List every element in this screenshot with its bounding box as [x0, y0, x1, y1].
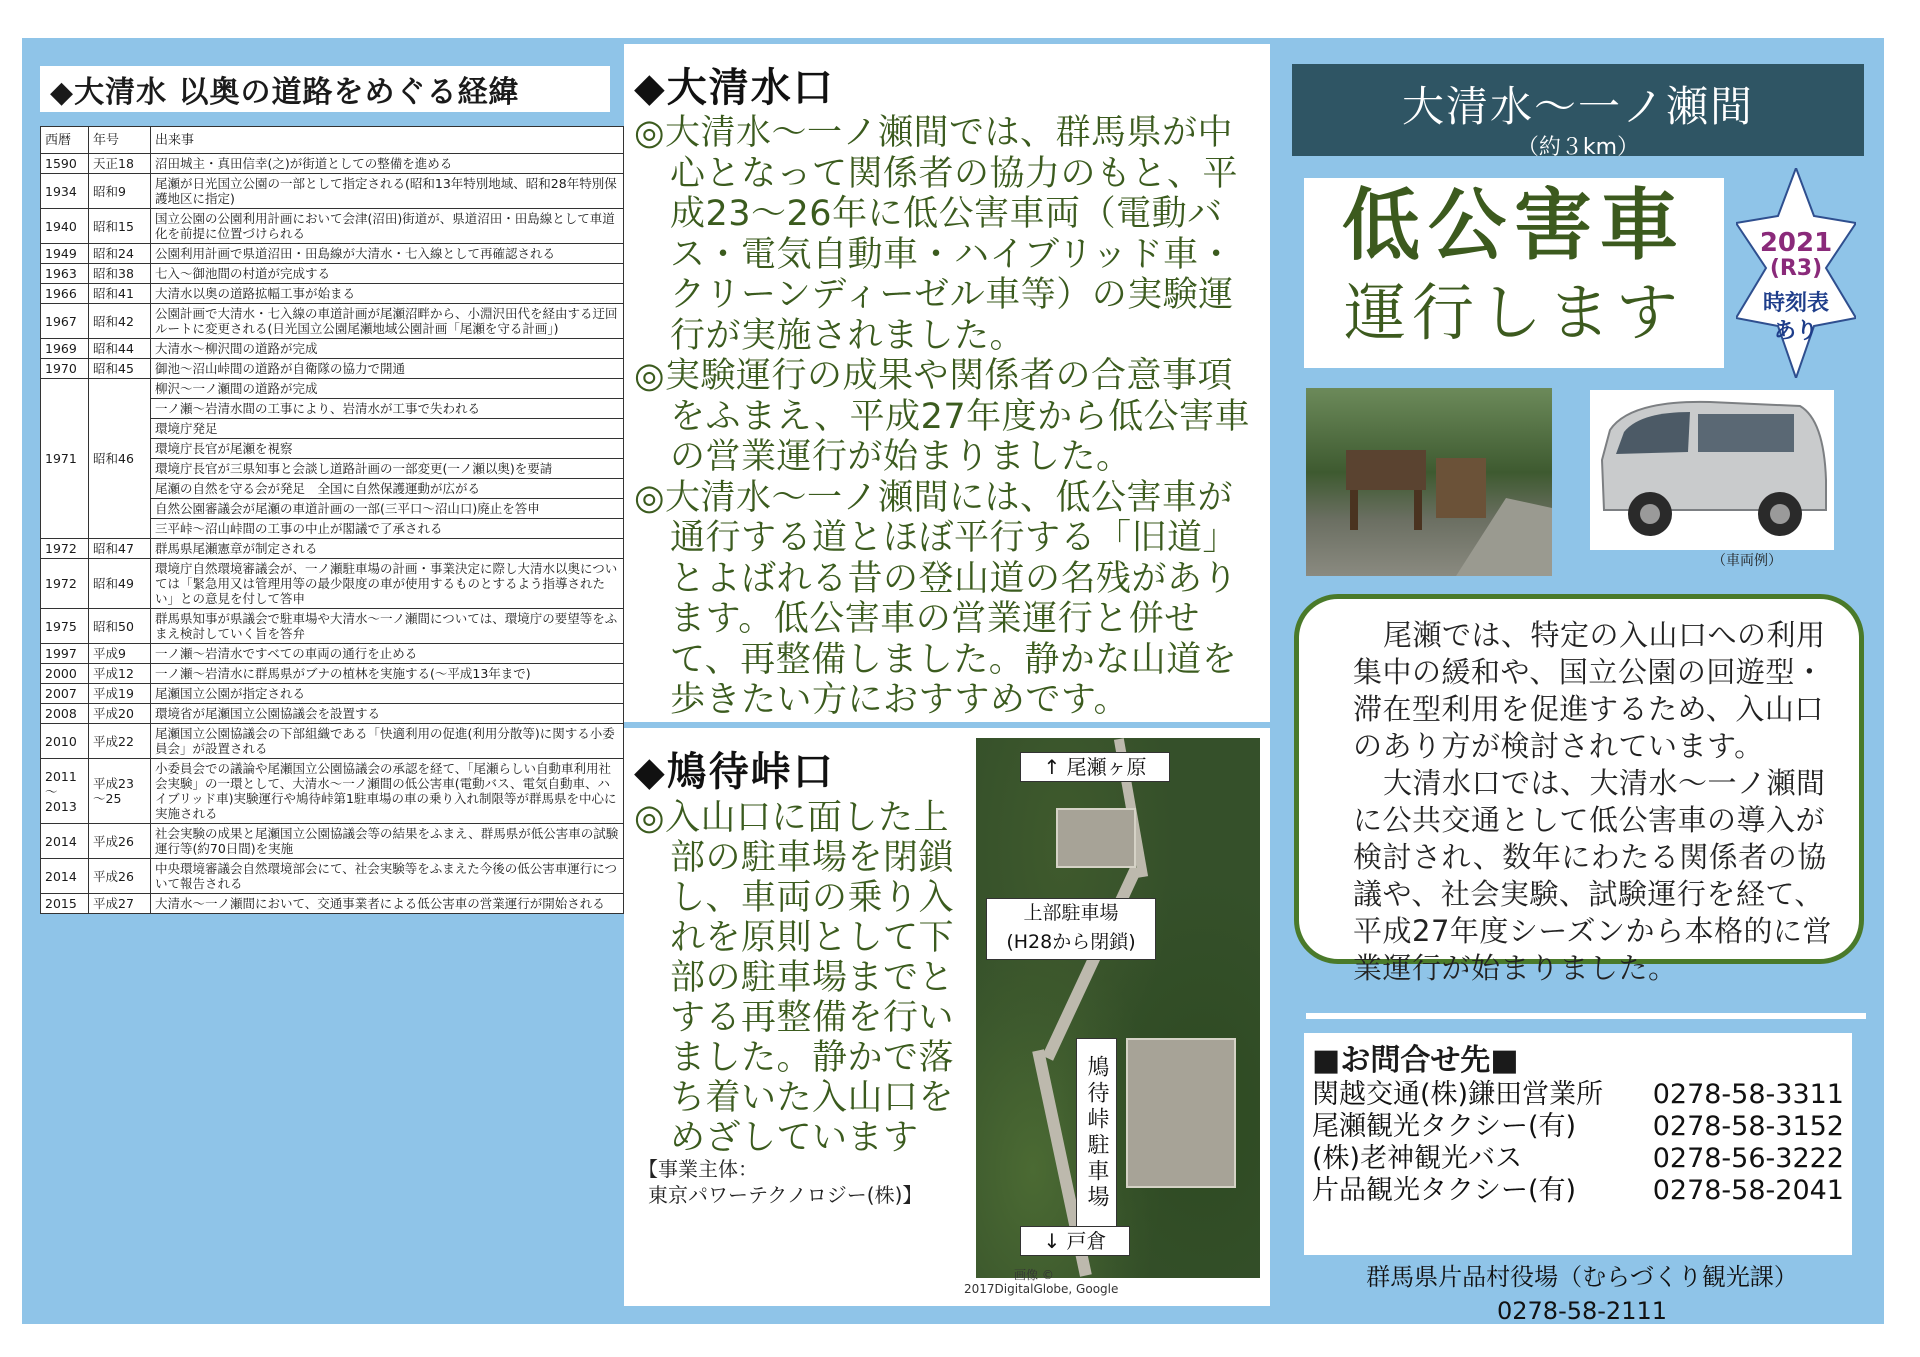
cell-year: 2011～2013: [41, 759, 89, 824]
lowpol-title: 低公害車: [1341, 181, 1686, 271]
contact-row: [1312, 1079, 1844, 1111]
cell-era: 平成19: [89, 684, 151, 704]
cell-year: 1997: [41, 644, 89, 664]
aerial-map: [976, 738, 1260, 1278]
cell-event: 群馬県知事が県議会で駐車場や大清水～一ノ瀬間については、環境庁の要望等をふまえ検討していく旨を答弁: [151, 609, 624, 644]
cell-era: 昭和15: [89, 209, 151, 244]
cell-year: 1970: [41, 359, 89, 379]
contact-phone[interactable]: 0278-58-3152: [1652, 1111, 1844, 1142]
cell-event: 大清水～一ノ瀬間において、交通事業者による低公害車の営業運行が開始される: [151, 894, 624, 914]
cell-year: 2015: [41, 894, 89, 914]
contact-phone[interactable]: 0278-58-3311: [1652, 1079, 1844, 1110]
cell-event: 一ノ瀬～岩清水間の工事により、岩清水が工事で失われる: [151, 399, 624, 419]
cell-era: 昭和24: [89, 244, 151, 264]
cell-year: 1969: [41, 339, 89, 359]
operator-note: [638, 1156, 922, 1208]
history-rows-1971: [41, 379, 624, 539]
table-row: [41, 244, 624, 264]
cell-event: 沼田城主・真田信幸(之)が街道としての整備を進める: [151, 154, 624, 174]
lowpol-banner: [1304, 178, 1724, 368]
cell-event: 環境省が尾瀬国立公園協議会を設置する: [151, 704, 624, 724]
table-row: [41, 644, 624, 664]
map-label-north: ↑ 尾瀬ヶ原: [1020, 752, 1170, 782]
hatomachi-panel: [624, 728, 1270, 1306]
header-event: 出来事: [151, 127, 624, 154]
cell-era: 平成12: [89, 664, 151, 684]
cell-event: 尾瀬国立公園が指定される: [151, 684, 624, 704]
cell-year: 2010: [41, 724, 89, 759]
cell-era: 平成26: [89, 859, 151, 894]
map-label-upper-lot: 上部駐車場 (H28から閉鎖): [986, 898, 1156, 960]
table-row: [41, 684, 624, 704]
table-row: [41, 724, 624, 759]
contact-name: 片品観光タクシー(有): [1312, 1175, 1577, 1206]
map-credit-line1: 画像 ©: [1014, 1268, 1054, 1282]
cell-era: 平成22: [89, 724, 151, 759]
star-line2: あり: [1773, 319, 1818, 344]
map-upper-lot: [1056, 808, 1136, 868]
history-rows-top: [41, 154, 624, 379]
cell-event: 環境庁長官が三県知事と会談し道路計画の一部変更(一ノ瀬以奥)を要請: [151, 459, 624, 479]
cell-event: 環境庁発足: [151, 419, 624, 439]
intro-paragraph-1: 尾瀬では、特定の入山口への利用集中の緩和や、国立公園の回遊型・滞在型利用を促進するため、入山口のあり方が検討されています。: [1353, 618, 1826, 763]
oshimizu-bullets: [634, 113, 1256, 721]
table-header-row: [41, 127, 624, 154]
table-row: [41, 379, 624, 399]
table-row: [41, 304, 624, 339]
oshimizu-panel: [624, 44, 1270, 722]
cell-event: 大清水～柳沢間の道路が完成: [151, 339, 624, 359]
cell-event: 公園計画で大清水・七入線の車道計画が尾瀬沼畔から、小淵沢田代を経由する迂回ルートに変更される(日光国立公園尾瀬地域公園計画「尾瀬を守る計画」): [151, 304, 624, 339]
cell-year: 1590: [41, 154, 89, 174]
map-label-south: ↓ 戸倉: [1020, 1226, 1130, 1256]
contact-name: 関越交通(株)鎌田営業所: [1312, 1079, 1604, 1110]
cell-event: 七入～御池間の村道が完成する: [151, 264, 624, 284]
table-row: [41, 664, 624, 684]
table-row: [41, 759, 624, 824]
map-credit: [964, 1268, 1118, 1296]
trailhead-photo-image: [1306, 388, 1552, 576]
hatomachi-bullet-text: ◎入山口に面した上部の駐車場を閉鎖し、車両の乗り入れを原則として下部の駐車場までとする再整備を行いました。静かで落ち着いた入山口をめざしています: [634, 798, 955, 1158]
oshimizu-bullet-2: ◎実験運行の成果や関係者の合意事項をふまえ、平成27年度から低公害車の営業運行が始まりました。: [634, 356, 1251, 477]
table-row: [41, 559, 624, 609]
contact-row: [1312, 1143, 1844, 1175]
cell-year: 1966: [41, 284, 89, 304]
cell-event: 公園利用計画で県道沼田・田島線が大清水・七入線として再確認される: [151, 244, 624, 264]
oshimizu-bullet-3: ◎大清水～一ノ瀬間には、低公害車が通行する道とほぼ平行する「旧道」とよばれる昔の登山道の名残があります。低公害車の営業運行と併せて、再整備しました。静かな山道を歩きたい方におすすめです。: [634, 477, 1239, 720]
cell-year: 1975: [41, 609, 89, 644]
lowpol-subtitle: 運行します: [1343, 276, 1684, 349]
star-line1: 時刻表: [1762, 291, 1829, 316]
cell-year: 1971: [41, 379, 89, 539]
cell-event: 一ノ瀬～岩清水に群馬県がブナの植林を実施する(～平成13年まで): [151, 664, 624, 684]
cell-era: 昭和9: [89, 174, 151, 209]
footer-phone[interactable]: 0278-58-2111: [1496, 1297, 1667, 1325]
van-icon: [1590, 390, 1834, 550]
cell-event: 御池～沼山峠間の道路が自衛隊の協力で開通: [151, 359, 624, 379]
table-row: [41, 894, 624, 914]
section-divider: [1306, 1013, 1866, 1019]
cell-era: 平成27: [89, 894, 151, 914]
vehicle-caption: （車両例）: [1712, 553, 1782, 569]
cell-era: 昭和38: [89, 264, 151, 284]
cell-era: 昭和49: [89, 559, 151, 609]
contact-name: 尾瀬観光タクシー(有): [1312, 1111, 1577, 1142]
oshimizu-title: ◆大清水口: [634, 65, 835, 111]
table-row: [41, 174, 624, 209]
footer-name: 群馬県片品村役場（むらづくり観光課）: [1366, 1263, 1798, 1291]
map-lower-lot: [1126, 1038, 1236, 1188]
cell-event: 尾瀬の自然を守る会が発足 全国に自然保護運動が広がる: [151, 479, 624, 499]
contact-phone[interactable]: 0278-58-2041: [1652, 1175, 1844, 1206]
cell-era: 昭和42: [89, 304, 151, 339]
cell-event: 中央環境審議会自然環境部会にて、社会実験等をふまえた今後の低公害車運行について報告される: [151, 859, 624, 894]
cell-era: 昭和45: [89, 359, 151, 379]
cell-event: 三平峠～沼山峠間の工事の中止が閣議で了承される: [151, 519, 624, 539]
cell-event: 環境庁自然環境審議会が、一ノ瀬駐車場の計画・事業決定に際し大清水以奥については「緊急用又は管理用等の最少限度の車が使用するものとするよう指導されたい」との意見を付して答申: [151, 559, 624, 609]
map-credit-line2: 2017DigitalGlobe, Google: [964, 1282, 1119, 1296]
operator-label: 【事業主体：: [638, 1157, 758, 1181]
cell-era: 平成26: [89, 824, 151, 859]
cell-era: 平成20: [89, 704, 151, 724]
cell-era: 平成23～25: [89, 759, 151, 824]
cell-era: 天正18: [89, 154, 151, 174]
star-year: 2021: [1759, 228, 1833, 258]
trailhead-photo: [1306, 388, 1552, 576]
contact-row: [1312, 1175, 1844, 1207]
cell-year: 1972: [41, 539, 89, 559]
cell-event: 環境庁長官が尾瀬を視察: [151, 439, 624, 459]
table-row: [41, 359, 624, 379]
cell-era: 昭和46: [89, 379, 151, 539]
table-row: [41, 209, 624, 244]
hatomachi-title: ◆鳩待峠口: [634, 749, 835, 795]
cell-event: 尾瀬国立公園協議会の下部組織である「快適利用の促進(利用分散等)に関する小委員会」が設置される: [151, 724, 624, 759]
intro-box: [1294, 594, 1864, 985]
cell-era: 昭和50: [89, 609, 151, 644]
timetable-star-badge: [1736, 168, 1856, 378]
oshimizu-bullet-1: ◎大清水～一ノ瀬間では、群馬県が中心となって関係者の協力のもと、平成23～26年に低公害車両（電動バス・電気自動車・ハイブリッド車・クリーンディーゼル車等）の実験運行が実施されました。: [634, 113, 1239, 356]
contact-box: [1304, 1033, 1852, 1255]
cell-year: 2014: [41, 859, 89, 894]
history-section: [40, 66, 630, 1316]
intro-text: [1317, 617, 1843, 987]
table-row: [41, 284, 624, 304]
cell-year: 2007: [41, 684, 89, 704]
map-road: [1042, 865, 1142, 1060]
contact-phone[interactable]: 0278-56-3222: [1652, 1143, 1844, 1174]
table-row: [41, 264, 624, 284]
header-year: 西暦: [41, 127, 89, 154]
cell-year: 1949: [41, 244, 89, 264]
history-title: ◆大清水 以奥の道路をめぐる経緯: [40, 66, 610, 112]
contact-title: ■お問合せ先■: [1312, 1043, 1519, 1078]
vehicle-photo: [1590, 390, 1834, 550]
route-title: 大清水～一ノ瀬間: [1401, 82, 1754, 131]
cell-year: 2000: [41, 664, 89, 684]
cell-year: 1963: [41, 264, 89, 284]
table-row: [41, 824, 624, 859]
cell-era: 昭和44: [89, 339, 151, 359]
history-table: [40, 126, 624, 914]
header-era: 年号: [89, 127, 151, 154]
cell-event: 柳沢～一ノ瀬間の道路が完成: [151, 379, 624, 399]
cell-year: 1967: [41, 304, 89, 339]
table-row: [41, 859, 624, 894]
intro-paragraph-2: 大清水口では、大清水～一ノ瀬間に公共交通として低公害車の導入が検討され、数年にわたる関係者の協議や、社会実験、試験運行を経て、平成27年度シーズンから本格的に営業運行が始まりました。: [1353, 766, 1832, 985]
cell-era: 昭和47: [89, 539, 151, 559]
contact-name: (株)老神観光バス: [1312, 1143, 1523, 1174]
cell-event: 社会実験の成果と尾瀬国立公園協議会等の結果をふまえ、群馬県が低公害車の試験運行等(約70日間)を実施: [151, 824, 624, 859]
table-row: [41, 609, 624, 644]
cell-event: 小委員会での議論や尾瀬国立公園協議会の承認を経て、「尾瀬らしい自動車利用社会実験」の一環として、大清水～一ノ瀬間の低公害車(電動バス、電気自動車、ハイブリッド車)実験運行や鳩待峠第1駐車場の車の乗り入れ制限等が群馬県を中心に実施される: [151, 759, 624, 824]
cell-event: 国立公園の公園利用計画において会津(沼田)街道が、県道沼田・田島線として車道化を前提に位置づけられる: [151, 209, 624, 244]
cell-year: 2014: [41, 824, 89, 859]
cell-event: 一ノ瀬～岩清水ですべての車両の通行を止める: [151, 644, 624, 664]
history-rows-bottom: [41, 539, 624, 914]
cell-event: 尾瀬が日光国立公園の一部として指定される(昭和13年特別地域、昭和28年特別保護地区に指定): [151, 174, 624, 209]
hatomachi-bullet: [634, 798, 964, 1158]
table-row: [41, 154, 624, 174]
brochure-sheet: [22, 38, 1884, 1324]
contact-row: [1312, 1111, 1844, 1143]
cell-event: 自然公園審議会が尾瀬の車道計画の一部(三平口～沼山口)廃止を答申: [151, 499, 624, 519]
route-distance: （約３km）: [1516, 135, 1640, 160]
cell-year: 1934: [41, 174, 89, 209]
cell-year: 2008: [41, 704, 89, 724]
cell-event: 大清水以奥の道路拡幅工事が始まる: [151, 284, 624, 304]
operator-name: 東京パワーテクノロジー(株)】: [648, 1183, 923, 1207]
table-row: [41, 539, 624, 559]
cell-year: 1972: [41, 559, 89, 609]
star-era: (R3): [1769, 256, 1823, 281]
table-row: [41, 704, 624, 724]
cell-era: 昭和41: [89, 284, 151, 304]
cell-year: 1940: [41, 209, 89, 244]
footer-office: [1302, 1260, 1862, 1328]
map-label-lot: 鳩待峠駐車場: [1076, 1038, 1117, 1228]
cell-era: 平成9: [89, 644, 151, 664]
table-row: [41, 339, 624, 359]
cell-event: 群馬県尾瀬憲章が制定される: [151, 539, 624, 559]
